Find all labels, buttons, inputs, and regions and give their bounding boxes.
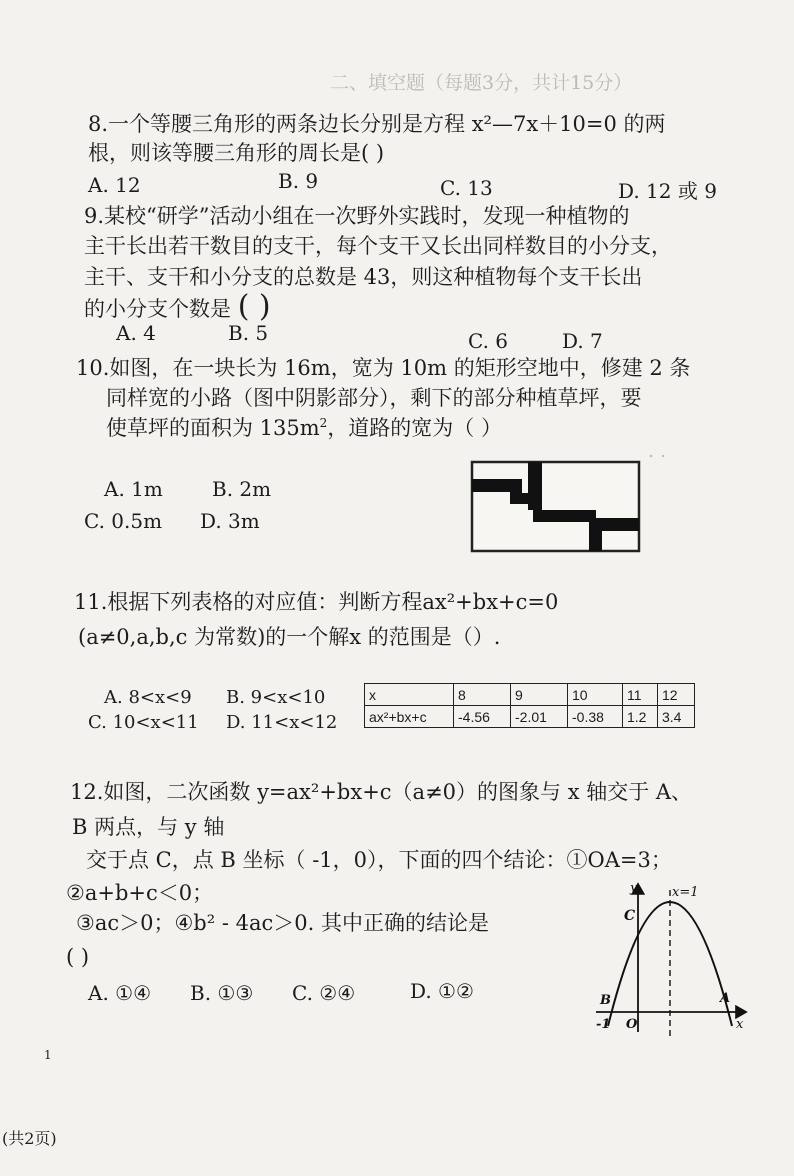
graph-symmetry-label: x=1 bbox=[672, 885, 699, 900]
q11-option-b[interactable]: B. 9<x<10 bbox=[226, 687, 326, 708]
q10-rectangle-figure bbox=[470, 460, 642, 554]
q10-line-2: 同样宽的小路（图中阴影部分），剩下的部分种植草坪，要 bbox=[106, 386, 642, 410]
q9-line-1: 9.某校“研学”活动小组在一次野外实践时，发现一种植物的 bbox=[84, 204, 630, 228]
q12-option-d[interactable]: D. ①② bbox=[410, 979, 474, 1003]
q10-option-d[interactable]: D. 3m bbox=[200, 509, 260, 533]
page-footer: (共2页) bbox=[2, 1129, 57, 1148]
faint-bleed-mark: . . bbox=[648, 440, 667, 462]
table-cell: ax²+bx+c bbox=[365, 706, 454, 728]
q11-line-1: 11.根据下列表格的对应值：判断方程ax²+bx+c=0 bbox=[74, 590, 559, 614]
shaded-path-2 bbox=[528, 462, 542, 510]
q9-option-a[interactable]: A. 4 bbox=[116, 321, 156, 345]
q9-option-b[interactable]: B. 5 bbox=[228, 321, 269, 345]
q8-option-a[interactable]: A. 12 bbox=[88, 173, 141, 197]
q8-line-2: 根，则该等腰三角形的周长是( ) bbox=[88, 141, 385, 165]
graph-neg1-label: -1 bbox=[596, 1017, 611, 1032]
table-cell: -0.38 bbox=[568, 706, 623, 728]
q11-option-d[interactable]: D. 11<x<12 bbox=[226, 712, 338, 733]
q10-option-a[interactable]: A. 1m bbox=[104, 477, 163, 501]
q10-line-1: 10.如图，在一块长为 16m，宽为 10m 的矩形空地中，修建 2 条 bbox=[76, 356, 691, 380]
graph-point-a-label: A bbox=[720, 991, 731, 1006]
shaded-path-3 bbox=[589, 518, 602, 551]
q11-option-a[interactable]: A. 8<x<9 bbox=[104, 687, 192, 708]
table-cell: 1.2 bbox=[623, 706, 658, 728]
q9-option-c[interactable]: C. 6 bbox=[468, 329, 509, 353]
q8-line-1: 8.一个等腰三角形的两条边长分别是方程 x²—7x＋10=0 的两 bbox=[88, 112, 666, 136]
q9-option-d[interactable]: D. 7 bbox=[562, 329, 603, 353]
q12-option-a[interactable]: A. ①④ bbox=[88, 981, 152, 1005]
q10-line-3-tail: ，道路的宽为（ ） bbox=[327, 416, 502, 440]
faint-section-header: 二、填空题（每题3分，共计15分） bbox=[330, 72, 633, 94]
corner-mark: 1 bbox=[44, 1048, 52, 1062]
table-cell: 12 bbox=[658, 684, 695, 706]
q11-option-c[interactable]: C. 10<x<11 bbox=[88, 712, 199, 733]
q11-line-2: (a≠0,a,b,c 为常数)的一个解x 的范围是（）. bbox=[78, 625, 501, 649]
q9-line-3: 主干、支干和小分支的总数是 43，则这种植物每个支干长出 bbox=[84, 265, 643, 289]
q10-line-3-text: 使草坪的面积为 135m bbox=[106, 416, 320, 440]
q9-line-4-text: 的小分支个数是 bbox=[84, 297, 231, 321]
table-cell: 11 bbox=[623, 684, 658, 706]
q12-line-2: B 两点，与 y 轴 bbox=[72, 815, 225, 839]
table-cell: x bbox=[365, 684, 454, 706]
q12-line-6: ( ) bbox=[66, 945, 90, 969]
q12-line-3: 交于点 C，点 B 坐标（ -1，0），下面的四个结论：①OA=3； bbox=[86, 848, 672, 872]
graph-point-b-label: B bbox=[600, 993, 611, 1008]
q12-line-1: 12.如图，二次函数 y=ax²+bx+c（a≠0）的图象与 x 轴交于 A、 bbox=[70, 780, 693, 804]
graph-x-label: x bbox=[736, 1017, 744, 1032]
q8-option-c[interactable]: C. 13 bbox=[440, 176, 493, 200]
q10-line-3 bbox=[106, 414, 502, 442]
table-cell: 9 bbox=[511, 684, 568, 706]
graph-point-c-label: C bbox=[624, 908, 636, 924]
graph-y-label: y bbox=[630, 881, 638, 896]
q9-answer-paren: ( ) bbox=[237, 289, 271, 324]
q11-value-table bbox=[364, 683, 695, 728]
q12-option-c[interactable]: C. ②④ bbox=[292, 981, 356, 1005]
table-cell: 10 bbox=[568, 684, 623, 706]
table-cell: -4.56 bbox=[454, 706, 511, 728]
table-row bbox=[365, 706, 695, 728]
table-row bbox=[365, 684, 695, 706]
q12-parabola-graph bbox=[586, 876, 756, 1040]
q12-line-5: ③ac＞0；④b² - 4ac＞0. 其中正确的结论是 bbox=[76, 911, 489, 935]
q9-line-4 bbox=[84, 289, 271, 324]
q12-option-b[interactable]: B. ①③ bbox=[190, 981, 254, 1005]
q12-line-4: ②a+b+c＜0； bbox=[66, 881, 214, 905]
q9-line-2: 主干长出若干数目的支干，每个支干又长出同样数目的小分支， bbox=[84, 234, 672, 258]
q10-option-c[interactable]: C. 0.5m bbox=[84, 509, 163, 533]
graph-origin-label: O bbox=[626, 1017, 638, 1032]
q8-option-b[interactable]: B. 9 bbox=[278, 169, 319, 193]
table-cell: 3.4 bbox=[658, 706, 695, 728]
q10-superscript: 2 bbox=[319, 416, 328, 430]
q8-option-d[interactable]: D. 12 或 9 bbox=[618, 179, 717, 203]
q10-option-b[interactable]: B. 2m bbox=[212, 477, 272, 501]
table-cell: -2.01 bbox=[511, 706, 568, 728]
table-cell: 8 bbox=[454, 684, 511, 706]
